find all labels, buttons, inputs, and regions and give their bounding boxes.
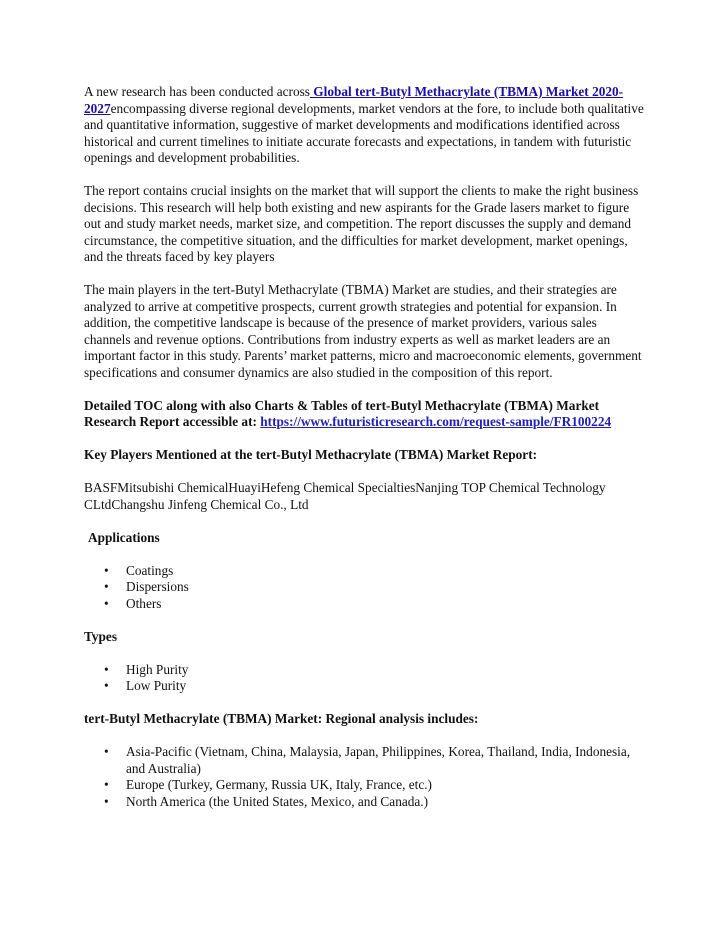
key-players-list: BASFMitsubishi ChemicalHuayiHefeng Chemical SpecialtiesNanjing TOP Chemical Technology CLtdChangshu Jinfeng Chemical Co., Ltd bbox=[84, 480, 606, 512]
list-item: • Dispersions bbox=[126, 579, 644, 596]
types-list bbox=[84, 662, 644, 695]
players-paragraph: The main players in the tert-Butyl Methacrylate (TBMA) Market are studies, and their strategies are analyzed to arrive at competitive prospects, current growth strategies and potential for expansion. In addition, the competitive landscape is because of the presence of market providers, various sales channels and revenue options. Contributions from industry experts as well as market leaders are an important factor in this study. Parents’ market patterns, micro and macroeconomic elements, government specifications and consumer dynamics are also studied in the composition of this report. bbox=[84, 282, 642, 380]
document-page bbox=[84, 84, 644, 827]
list-item: • Low Purity bbox=[126, 678, 644, 695]
toc-text: Detailed TOC along with also Charts & Tables of tert-Butyl Methacrylate (TBMA) Market Research Report accessible at: bbox=[84, 397, 600, 429]
list-item: • Others bbox=[126, 596, 644, 613]
intro-rest-text: encompassing diverse regional developments, market vendors at the fore, to include both qualitative and quantitative information, suggestive of market developments and modifications identified across historical and current timelines to initiate accurate forecasts and expectations, in tandem with futuristic openings and development probabilities. bbox=[84, 100, 644, 165]
types-heading: Types bbox=[84, 628, 118, 644]
list-item: • Europe (Turkey, Germany, Russia UK, Italy, France, etc.) bbox=[126, 777, 644, 794]
intro-paragraph bbox=[84, 84, 644, 167]
regional-heading: tert-Butyl Methacrylate (TBMA) Market: Regional analysis includes: bbox=[84, 711, 479, 726]
toc-paragraph bbox=[84, 398, 644, 431]
key-players-heading: Key Players Mentioned at the tert-Butyl Methacrylate (TBMA) Market Report: bbox=[84, 447, 538, 462]
market-report-link[interactable]: Global tert-Butyl Methacrylate (TBMA) Market 2020-2027 bbox=[84, 84, 624, 116]
request-sample-link[interactable]: https://www.futuristicresearch.com/request-sample/FR100224 bbox=[260, 414, 612, 429]
applications-heading: Applications bbox=[88, 529, 160, 545]
applications-list bbox=[84, 563, 644, 613]
list-item: • North America (the United States, Mexico, and Canada.) bbox=[126, 794, 644, 811]
insights-paragraph: The report contains crucial insights on the market that will support the clients to make the right business decisions. This research will help both existing and new aspirants for the Grade lasers market to figure out and study market needs, market size, and competition. The report discusses the supply and demand circumstance, the competitive situation, and the difficulties for market development, market openings, and the threats faced by key players bbox=[84, 183, 639, 264]
list-item: • High Purity bbox=[126, 662, 644, 679]
list-item: • Asia-Pacific (Vietnam, China, Malaysia, Japan, Philippines, Korea, Thailand, India, Indonesia, and Australia) bbox=[126, 744, 644, 777]
intro-text: A new research has been conducted across bbox=[84, 84, 310, 99]
list-item: • Coatings bbox=[126, 563, 644, 580]
regional-list bbox=[84, 744, 644, 810]
